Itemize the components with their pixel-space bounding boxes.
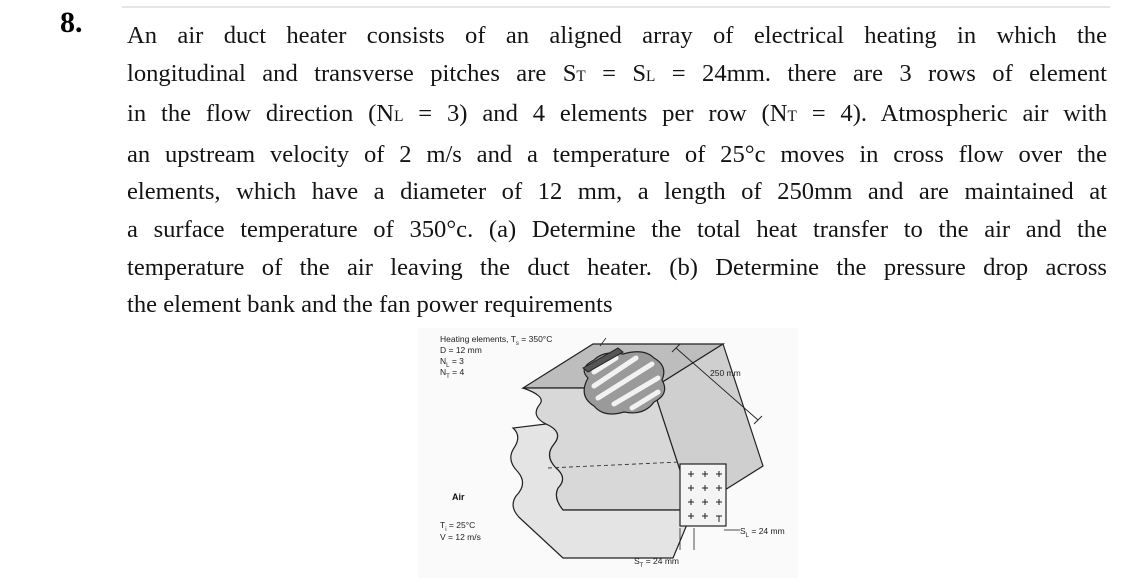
question-number: 8.	[60, 6, 83, 39]
sl-label: $S_L = 24$ mm	[740, 526, 785, 539]
paragraph-line: the element bank and the fan power requirements	[127, 291, 613, 319]
top-divider	[122, 6, 1110, 8]
length-label: 250 mm	[710, 368, 741, 378]
air-label: Air	[452, 492, 465, 502]
paragraph-line: longitudinal and transverse pitches are ST = SL = 24mm. there are 3 rows of element	[127, 59, 1107, 87]
paragraph-line: in the flow direction (NL = 3) and 4 elements per row (NT = 4). Atmospheric air with	[127, 100, 1107, 128]
paragraph-line: An air duct heater consists of an aligned array of electrical heating in which the	[127, 22, 1107, 49]
paragraph-line: an upstream velocity of 2 m/s and a temperature of 25°c moves in cross flow over the	[127, 140, 1107, 168]
paragraph-line: temperature of the air leaving the duct heater. (b) Determine the pressure drop across	[127, 253, 1107, 281]
velocity-label: V = 12 m/s	[440, 532, 481, 542]
st-label: $S_T = 24$ mm	[634, 556, 680, 569]
duct-heater-figure	[418, 328, 798, 578]
nl-label: $N_L = 3$	[440, 356, 464, 369]
problem-paragraph	[127, 17, 1107, 324]
paragraph-line: elements, which have a diameter of 12 mm, a length of 250mm and are maintained at	[127, 178, 1107, 206]
inlet-temp-label: $T_i = 25^\circ C$	[440, 520, 476, 533]
nt-label: $N_T = 4$	[440, 367, 465, 380]
diameter-label: D = 12 mm	[440, 345, 482, 355]
heating-elements-label: Heating elements, $T_s = 350^\circ C$	[440, 334, 553, 347]
paragraph-line: a surface temperature of 350°c. (a) Determine the total heat transfer to the air and the	[127, 215, 1107, 243]
